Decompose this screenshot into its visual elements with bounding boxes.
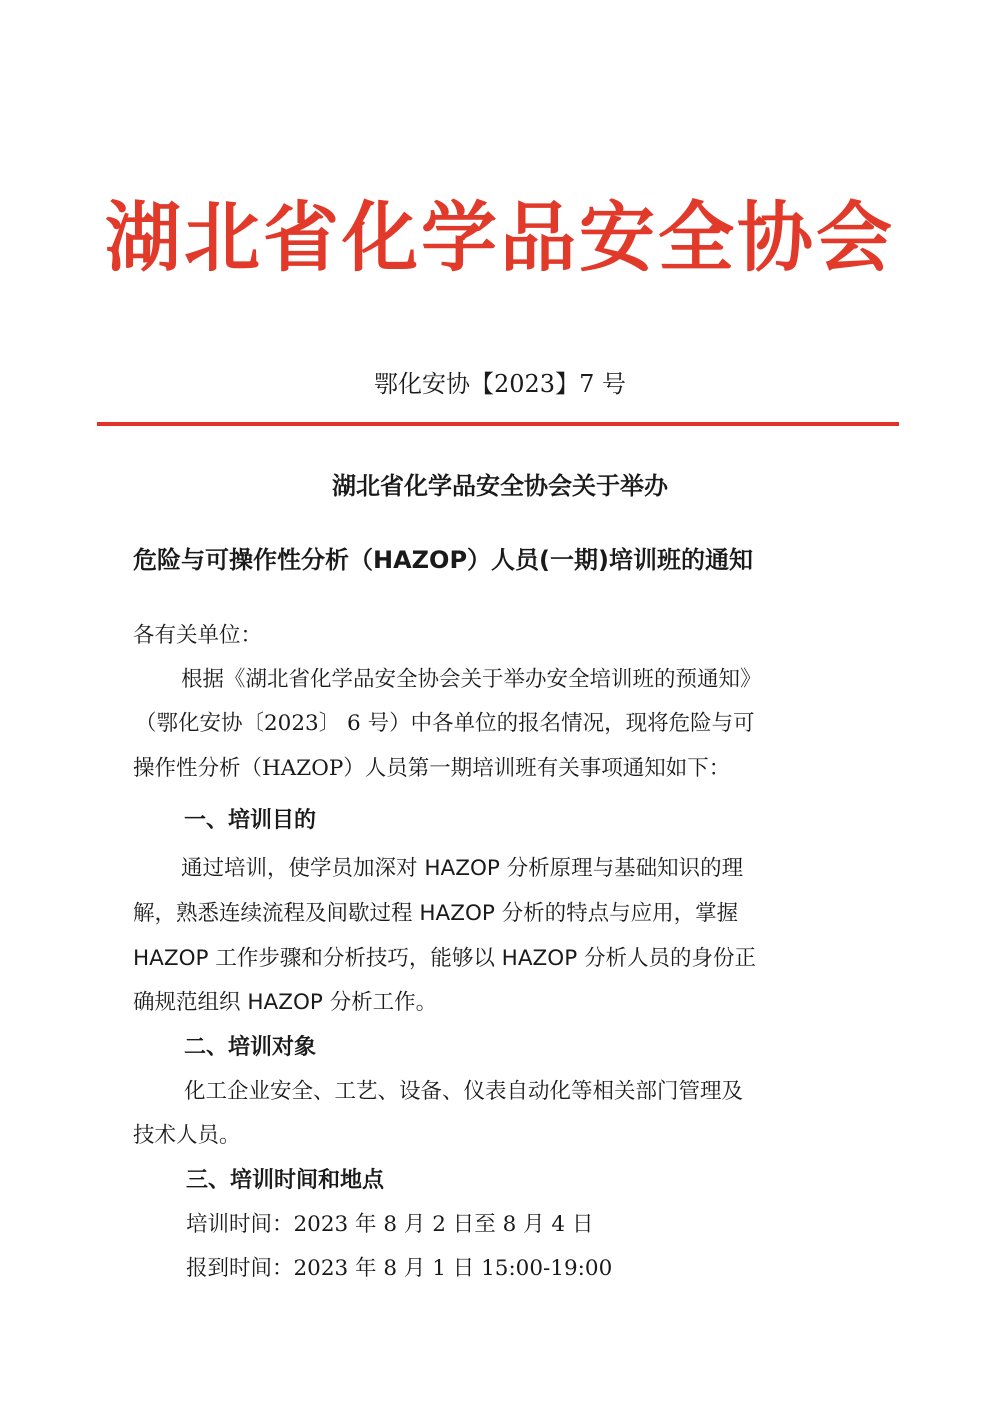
notice-title-line-1: 湖北省化学品安全协会关于举办 [332,472,668,500]
purpose-line-4: 确规范组织 HAZOP 分析工作。 [133,990,438,1015]
purpose-line-1: 通过培训，使学员加深对 HAZOP 分析原理与基础知识的理 [181,856,744,881]
purpose-line-2: 解，熟悉连续流程及间歇过程 HAZOP 分析的特点与应用，掌握 [133,901,739,926]
section-heading-audience: 二、培训对象 [184,1035,317,1060]
audience-line-1: 化工企业安全、工艺、设备、仪表自动化等相关部门管理及 [184,1079,744,1104]
notice-title-line-2: 危险与可操作性分析（HAZOP）人员(一期)培训班的通知 [133,546,753,574]
section-heading-purpose: 一、培训目的 [184,808,317,833]
intro-line-1: 根据《湖北省化学品安全协会关于举办安全培训班的预通知》 [181,667,762,692]
intro-line-2: （鄂化安协〔2023〕 6 号）中各单位的报名情况，现将危险与可 [135,711,755,736]
intro-line-3: 操作性分析（HAZOP）人员第一期培训班有关事项通知如下： [133,756,731,781]
registration-time: 报到时间：2023 年 8 月 1 日 15:00-19:00 [186,1256,613,1281]
org-letterhead: 湖北省化学品安全协会 [105,193,895,282]
training-time: 培训时间：2023 年 8 月 2 日至 8 月 4 日 [186,1212,594,1237]
salutation: 各有关单位： [133,623,263,648]
audience-line-2: 技术人员。 [133,1123,241,1148]
red-divider-line [97,422,899,426]
section-heading-time-place: 三、培训时间和地点 [186,1168,385,1193]
purpose-line-3: HAZOP 工作步骤和分析技巧，能够以 HAZOP 分析人员的身份正 [133,946,756,971]
document-number: 鄂化安协【2023】7 号 [374,370,626,398]
